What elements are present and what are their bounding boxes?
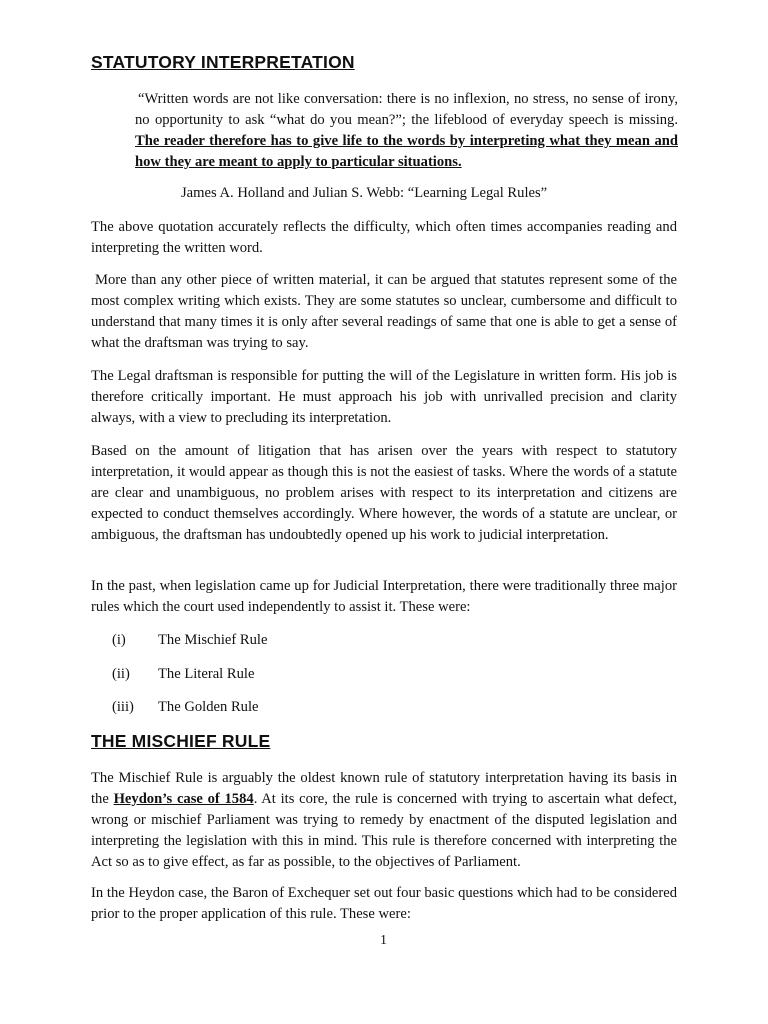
paragraph-1: The above quotation accurately reflects the difficulty, which often times accompanies reading and interpreting the written word. bbox=[91, 219, 677, 256]
paragraph-6-after: . At its core, the rule is concerned with trying to ascertain what defect, wrong or mischief Parliament was trying to remedy by enactment of the disputed legislation and interpreting the legislation with this in mind. This rule is therefore concerned with interpreting the Act so as to give effect, as far as possible, to the objectives of Parliament. bbox=[91, 791, 678, 870]
case-citation: Heydon’s case of 1584 bbox=[113, 791, 254, 807]
paragraph-2: More than any other piece of written material, it can be argued that statutes represent some of the most complex writing which exists. They are some statutes so unclear, cumbersome and difficult to understand that many times it is only after several readings of same that one is able to get a sense of what the draftsman was trying to say. bbox=[91, 272, 677, 351]
list-item-mischief-rule bbox=[112, 630, 267, 651]
paragraph-5: In the past, when legislation came up for Judicial Interpretation, there were traditionally three major rules which the court used independently to assist it. These were: bbox=[91, 578, 677, 615]
paragraph-4: Based on the amount of litigation that has arisen over the years with respect to statutory interpretation, it would appear as though this is not the easiest of tasks. Where the words of a statute are clear and unambiguous, no problem arises with respect to its interpretation and citizens are expected to conduct themselves accordingly. Where however, the words of a statute are unclear, or ambiguous, the draftsman has undoubtedly opened up his work to judicial interpretation. bbox=[91, 443, 677, 543]
list-item-label: The Golden Rule bbox=[158, 699, 259, 715]
list-item-number: (ii) bbox=[112, 666, 130, 682]
list-item-number: (i) bbox=[112, 632, 126, 648]
paragraph-3: The Legal draftsman is responsible for putting the will of the Legislature in written form. His job is therefore critically important. He must approach his job with unrivalled precision and clarity always, with a view to precluding its interpretation. bbox=[91, 368, 677, 426]
paragraph-6 bbox=[91, 768, 677, 873]
heading-statutory-interpretation: STATUTORY INTERPRETATION bbox=[91, 52, 355, 72]
list-item-label: The Mischief Rule bbox=[158, 632, 268, 648]
quote-plain-text: “Written words are not like conversation: there is no inflexion, no stress, no sense of irony, no opportunity to ask “what do you mean?”; the lifeblood of everyday speech is missing. bbox=[135, 91, 678, 128]
list-item-number: (iii) bbox=[112, 699, 134, 715]
paragraph-6-before: The Mischief Rule is arguably the oldest known rule of statutory interpretation having its basis in the bbox=[91, 770, 677, 807]
page-number: 1 bbox=[380, 933, 387, 948]
heading-mischief-rule: THE MISCHIEF RULE bbox=[91, 731, 271, 751]
list-item-literal-rule bbox=[112, 664, 254, 685]
list-item-label: The Literal Rule bbox=[158, 666, 255, 682]
opening-quote bbox=[135, 89, 678, 173]
quote-emphasis-text: The reader therefore has to give life to the words by interpreting what they mean and how they are meant to apply to particular situations. bbox=[135, 133, 678, 170]
quote-attribution: James A. Holland and Julian S. Webb: “Learning Legal Rules” bbox=[181, 185, 548, 201]
paragraph-7: In the Heydon case, the Baron of Exchequer set out four basic questions which had to be considered prior to the proper application of this rule. These were: bbox=[91, 885, 677, 922]
list-item-golden-rule bbox=[112, 697, 259, 718]
